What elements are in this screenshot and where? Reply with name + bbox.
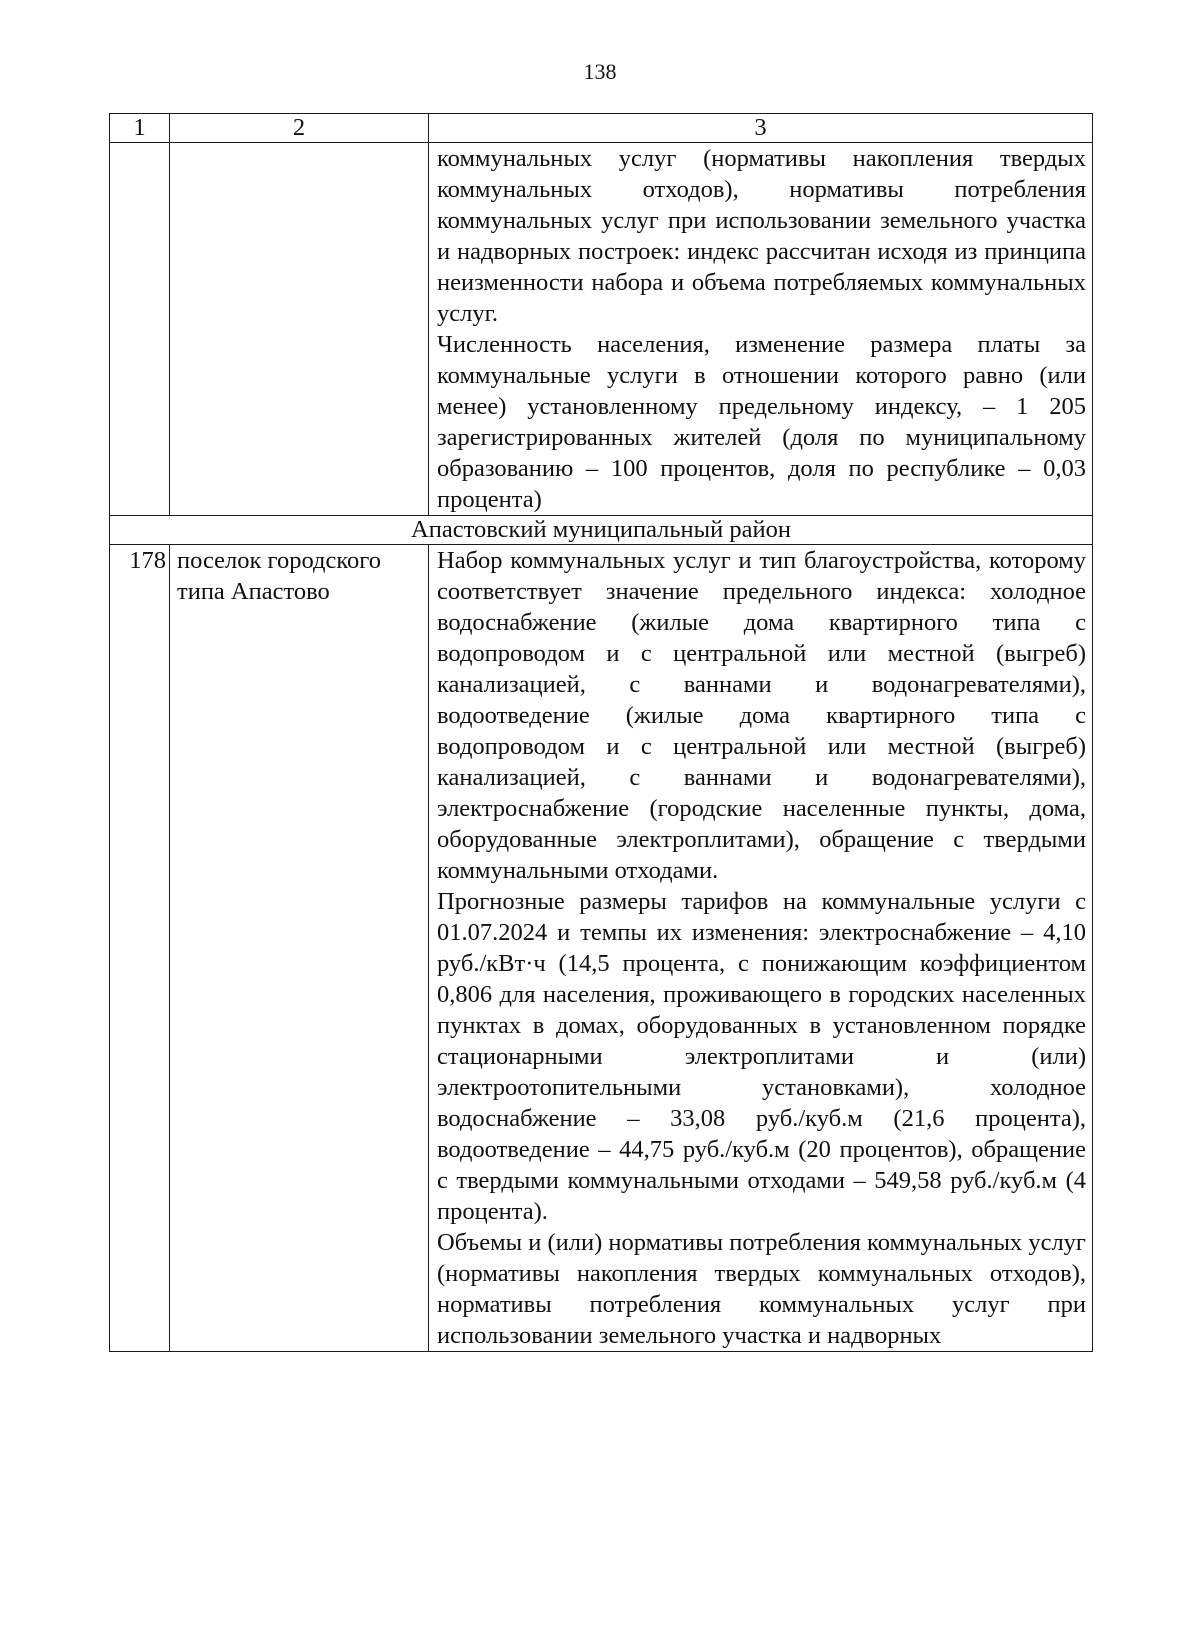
table-header-row	[110, 114, 1093, 143]
page-number: 138	[583, 59, 617, 84]
row-number-cell: 178	[110, 545, 170, 1352]
column-header-3: 3	[429, 114, 1093, 143]
section-title: Апастовский муниципальный район	[110, 516, 1093, 545]
description-paragraph: Набор коммунальных услуг и тип благоустройства, которому соответствует значение предельного индекса: холодное водоснабжение (жилые дома квартирного типа с водопроводом и с центральной или местной (выгреб) канализацией, с ваннами и водонагревателями), водоотведение (жилые дома квартирного типа с водопроводом и с центральной или местной (выгреб) канализацией, с ваннами и водонагревателями), электроснабжение (городские населенные пункты, дома, оборудованные электроплитами), обращение с твердыми коммунальными отходами.	[437, 547, 1086, 884]
section-row	[110, 516, 1093, 545]
table-row	[110, 545, 1093, 1352]
description-paragraph: Объемы и (или) нормативы потребления коммунальных услуг (нормативы накопления твердых коммунальных отходов), нормативы потребления коммунальных услуг при использовании земельного участка и надворных	[437, 1229, 1086, 1349]
row-name-cell: поселок городского типа Апастово	[170, 545, 429, 1352]
row-number-cell	[110, 143, 170, 516]
description-paragraph: коммунальных услуг (нормативы накопления твердых коммунальных отходов), нормативы потребления коммунальных услуг при использовании земельного участка и надворных построек: индекс рассчитан исходя из принципа неизменности набора и объема потребляемых коммунальных услуг.	[437, 145, 1086, 327]
description-paragraph: Прогнозные размеры тарифов на коммунальные услуги с 01.07.2024 и темпы их изменения: электроснабжение – 4,10 руб./кВт·ч (14,5 процента, с понижающим коэффициентом 0,806 для населения, проживающего в городских населенных пунктах в домах, оборудованных в установленном порядке стационарными электроплитами и (или) электроотопительными установками), холодное водоснабжение – 33,08 руб./куб.м (21,6 процента), водоотведение – 44,75 руб./куб.м (20 процентов), обращение с твердыми коммунальными отходами – 549,58 руб./куб.м (4 процента).	[437, 888, 1086, 1225]
row-description-cell	[429, 143, 1093, 516]
column-header-1: 1	[110, 114, 170, 143]
column-header-2: 2	[170, 114, 429, 143]
tariff-table	[109, 113, 1093, 1352]
description-paragraph: Численность населения, изменение размера платы за коммунальные услуги в отношении которого равно (или менее) установленному предельному индексу, – 1 205 зарегистрированных жителей (доля по муниципальному образованию – 100 процентов, доля по республике – 0,03 процента)	[437, 331, 1086, 513]
row-name-cell	[170, 143, 429, 516]
row-description-cell	[429, 545, 1093, 1352]
table-row	[110, 143, 1093, 516]
